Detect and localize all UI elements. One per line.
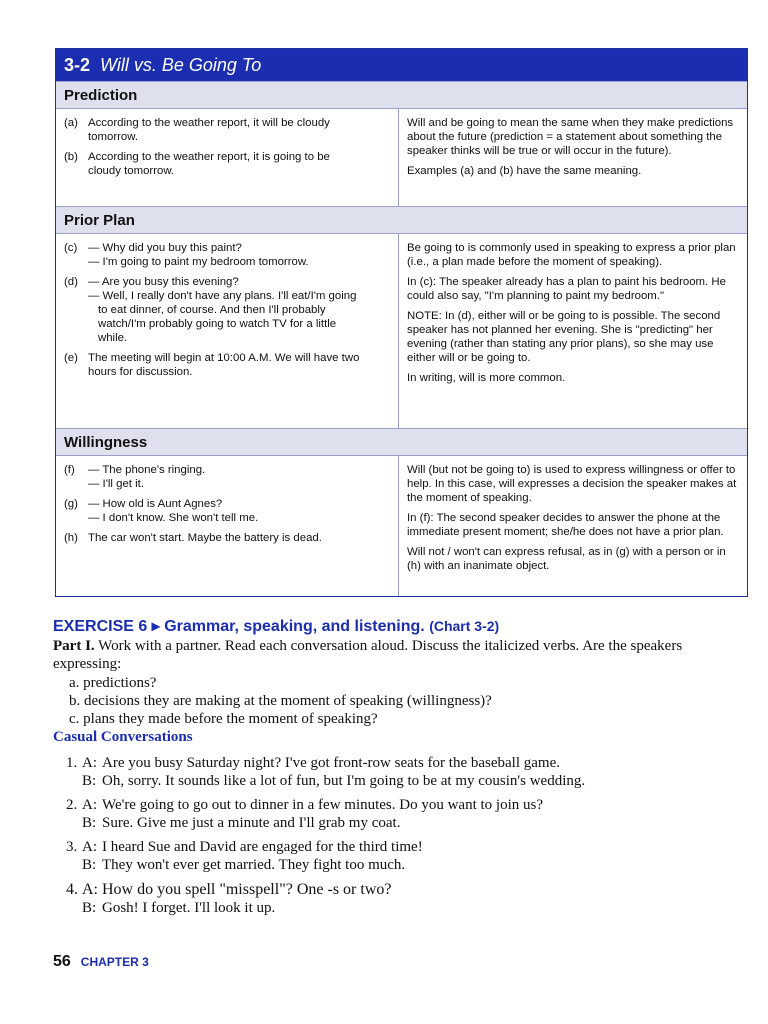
explanation-column	[399, 109, 747, 206]
example-line: to eat dinner, of course. And then I'll probably	[98, 304, 326, 316]
examples-column	[56, 456, 399, 596]
speaker-label: A:	[82, 755, 97, 771]
speaker-line: They won't ever get married. They fight too much.	[102, 857, 406, 873]
speaker-line: I heard Sue and David are engaged for the third time!	[102, 839, 423, 855]
chart-title-bar	[56, 49, 747, 81]
speaker-line: Are you busy Saturday night? I've got front-row seats for the baseball game.	[102, 755, 560, 771]
example-label: (e)	[64, 352, 78, 364]
exercise-label: EXERCISE 6	[53, 618, 148, 635]
example-f	[64, 463, 390, 491]
exercise-instructions	[53, 637, 733, 673]
example-label: (c)	[64, 242, 78, 254]
speaker-label: A:	[82, 839, 97, 855]
speaker-line: Sure. Give me just a minute and I'll grab my coat.	[102, 815, 401, 831]
example-line: According to the weather report, it is going to be	[88, 151, 330, 163]
examples-column	[56, 234, 399, 428]
example-line: — Well, I really don't have any plans. I'll eat/I'm going	[88, 290, 357, 302]
example-line: — I'm going to paint my bedroom tomorrow.	[88, 256, 309, 268]
explanation-text: NOTE: In (d), either will or be going to is possible. The second speaker has not planned her evening. She is "predicting" her evening (rather than stating any prior plans), so she may use either will or be going to.	[407, 310, 721, 364]
speaker-label: B:	[82, 773, 97, 789]
conversation-number: 1.	[66, 755, 78, 771]
conversation-number: 4.	[66, 881, 78, 898]
conversation-number: 3.	[66, 839, 78, 855]
conversation-4	[66, 881, 726, 917]
example-line: cloudy tomorrow.	[88, 165, 175, 177]
example-label: (b)	[64, 151, 78, 163]
explanation-text: Will (but not be going to) is used to express willingness or offer to help. In this case, will expresses a decision the speaker makes at the moment of speaking.	[407, 464, 737, 504]
section-willingness	[56, 456, 747, 596]
explanation-text: Examples (a) and (b) have the same meaning.	[407, 165, 642, 177]
example-line: while.	[98, 332, 128, 344]
chart-title: Will vs. Be Going To	[100, 54, 262, 75]
option-item: a. predictions?	[69, 675, 157, 691]
speaker-label: A:	[82, 881, 98, 898]
explanation-text: In writing, will is more common.	[407, 372, 566, 384]
example-label: (h)	[64, 532, 78, 544]
speaker-label: B:	[82, 900, 97, 916]
exercise-chart-ref: (Chart 3-2)	[429, 618, 500, 634]
exercise-heading	[53, 616, 499, 636]
example-line: tomorrow.	[88, 131, 139, 143]
example-a	[64, 116, 390, 144]
section-prior-plan	[56, 234, 747, 428]
section-heading-prior-plan: Prior Plan	[56, 206, 747, 234]
option-item: b. decisions they are making at the moment of speaking (willingness)?	[69, 693, 492, 709]
page-footer	[53, 953, 149, 971]
example-label: (f)	[64, 464, 75, 476]
arrow-icon: ▸	[151, 618, 160, 635]
chart-number: 3-2	[64, 54, 91, 75]
exercise-title: Grammar, speaking, and listening.	[164, 618, 425, 635]
example-label: (d)	[64, 276, 78, 288]
example-label: (a)	[64, 117, 78, 129]
speaker-line: Gosh! I forget. I'll look it up.	[102, 900, 276, 916]
explanation-text: Be going to is commonly used in speaking to express a prior plan (i.e., a plan made before the moment of speaking).	[407, 242, 736, 268]
section-heading-prediction: Prediction	[56, 81, 747, 109]
speaker-label: A:	[82, 797, 97, 813]
example-line: — The phone's ringing.	[88, 464, 206, 476]
explanation-text: In (f): The second speaker decides to answer the phone at the immediate present moment; she/he does not have a prior plan.	[407, 512, 724, 538]
explanation-text: Will and be going to mean the same when they make predictions about the future (prediction = a statement about something the speaker thinks will be true or will occur in the future).	[407, 117, 734, 157]
explanation-text: In (c): The speaker already has a plan to paint his bedroom. He could also say, "I'm planning to paint my bedroom."	[407, 276, 726, 302]
example-c	[64, 241, 390, 269]
example-b	[64, 150, 390, 178]
page-number: 56	[53, 953, 71, 970]
section-heading-willingness: Willingness	[56, 428, 747, 456]
conversation-2	[66, 796, 726, 832]
conversation-number: 2.	[66, 797, 78, 813]
conversation-1	[66, 754, 726, 790]
example-h	[64, 531, 390, 545]
speaker-line: How do you spell "misspell"? One -s or two?	[102, 881, 392, 898]
example-line: hours for discussion.	[88, 366, 193, 378]
example-line: The meeting will begin at 10:00 A.M. We will have two	[88, 352, 360, 364]
part-label: Part I.	[53, 638, 95, 654]
example-line: — I don't know. She won't tell me.	[88, 512, 259, 524]
example-line: — Why did you buy this paint?	[88, 242, 242, 254]
instructions-text: Work with a partner. Read each conversation aloud. Discuss the italicized verbs. Are the speakers expressing:	[53, 638, 683, 672]
example-line: The car won't start. Maybe the battery is dead.	[88, 532, 322, 544]
speaker-line: Oh, sorry. It sounds like a lot of fun, but I'm going to be at my cousin's wedding.	[102, 773, 586, 789]
option-item: c. plans they made before the moment of speaking?	[69, 711, 378, 727]
section-prediction	[56, 109, 747, 206]
option-list	[69, 674, 492, 728]
example-e	[64, 351, 390, 379]
example-d	[64, 275, 390, 345]
explanation-column	[399, 456, 747, 596]
example-g	[64, 497, 390, 525]
explanation-text: Will not / won't can express refusal, as in (g) with a person or in (h) with an inanimate object.	[407, 546, 726, 572]
grammar-chart	[55, 48, 748, 597]
example-line: — I'll get it.	[88, 478, 144, 490]
example-line: — Are you busy this evening?	[88, 276, 239, 288]
conversation-3	[66, 838, 726, 874]
subheading: Casual Conversations	[53, 729, 193, 745]
example-line: According to the weather report, it will be cloudy	[88, 117, 330, 129]
example-line: watch/I'm probably going to watch TV for a little	[98, 318, 337, 330]
chapter-label: CHAPTER 3	[80, 955, 149, 969]
speaker-label: B:	[82, 857, 97, 873]
example-line: — How old is Aunt Agnes?	[88, 498, 223, 510]
example-label: (g)	[64, 498, 78, 510]
examples-column	[56, 109, 399, 206]
speaker-line: We're going to go out to dinner in a few minutes. Do you want to join us?	[102, 797, 544, 813]
speaker-label: B:	[82, 815, 97, 831]
explanation-column	[399, 234, 747, 428]
